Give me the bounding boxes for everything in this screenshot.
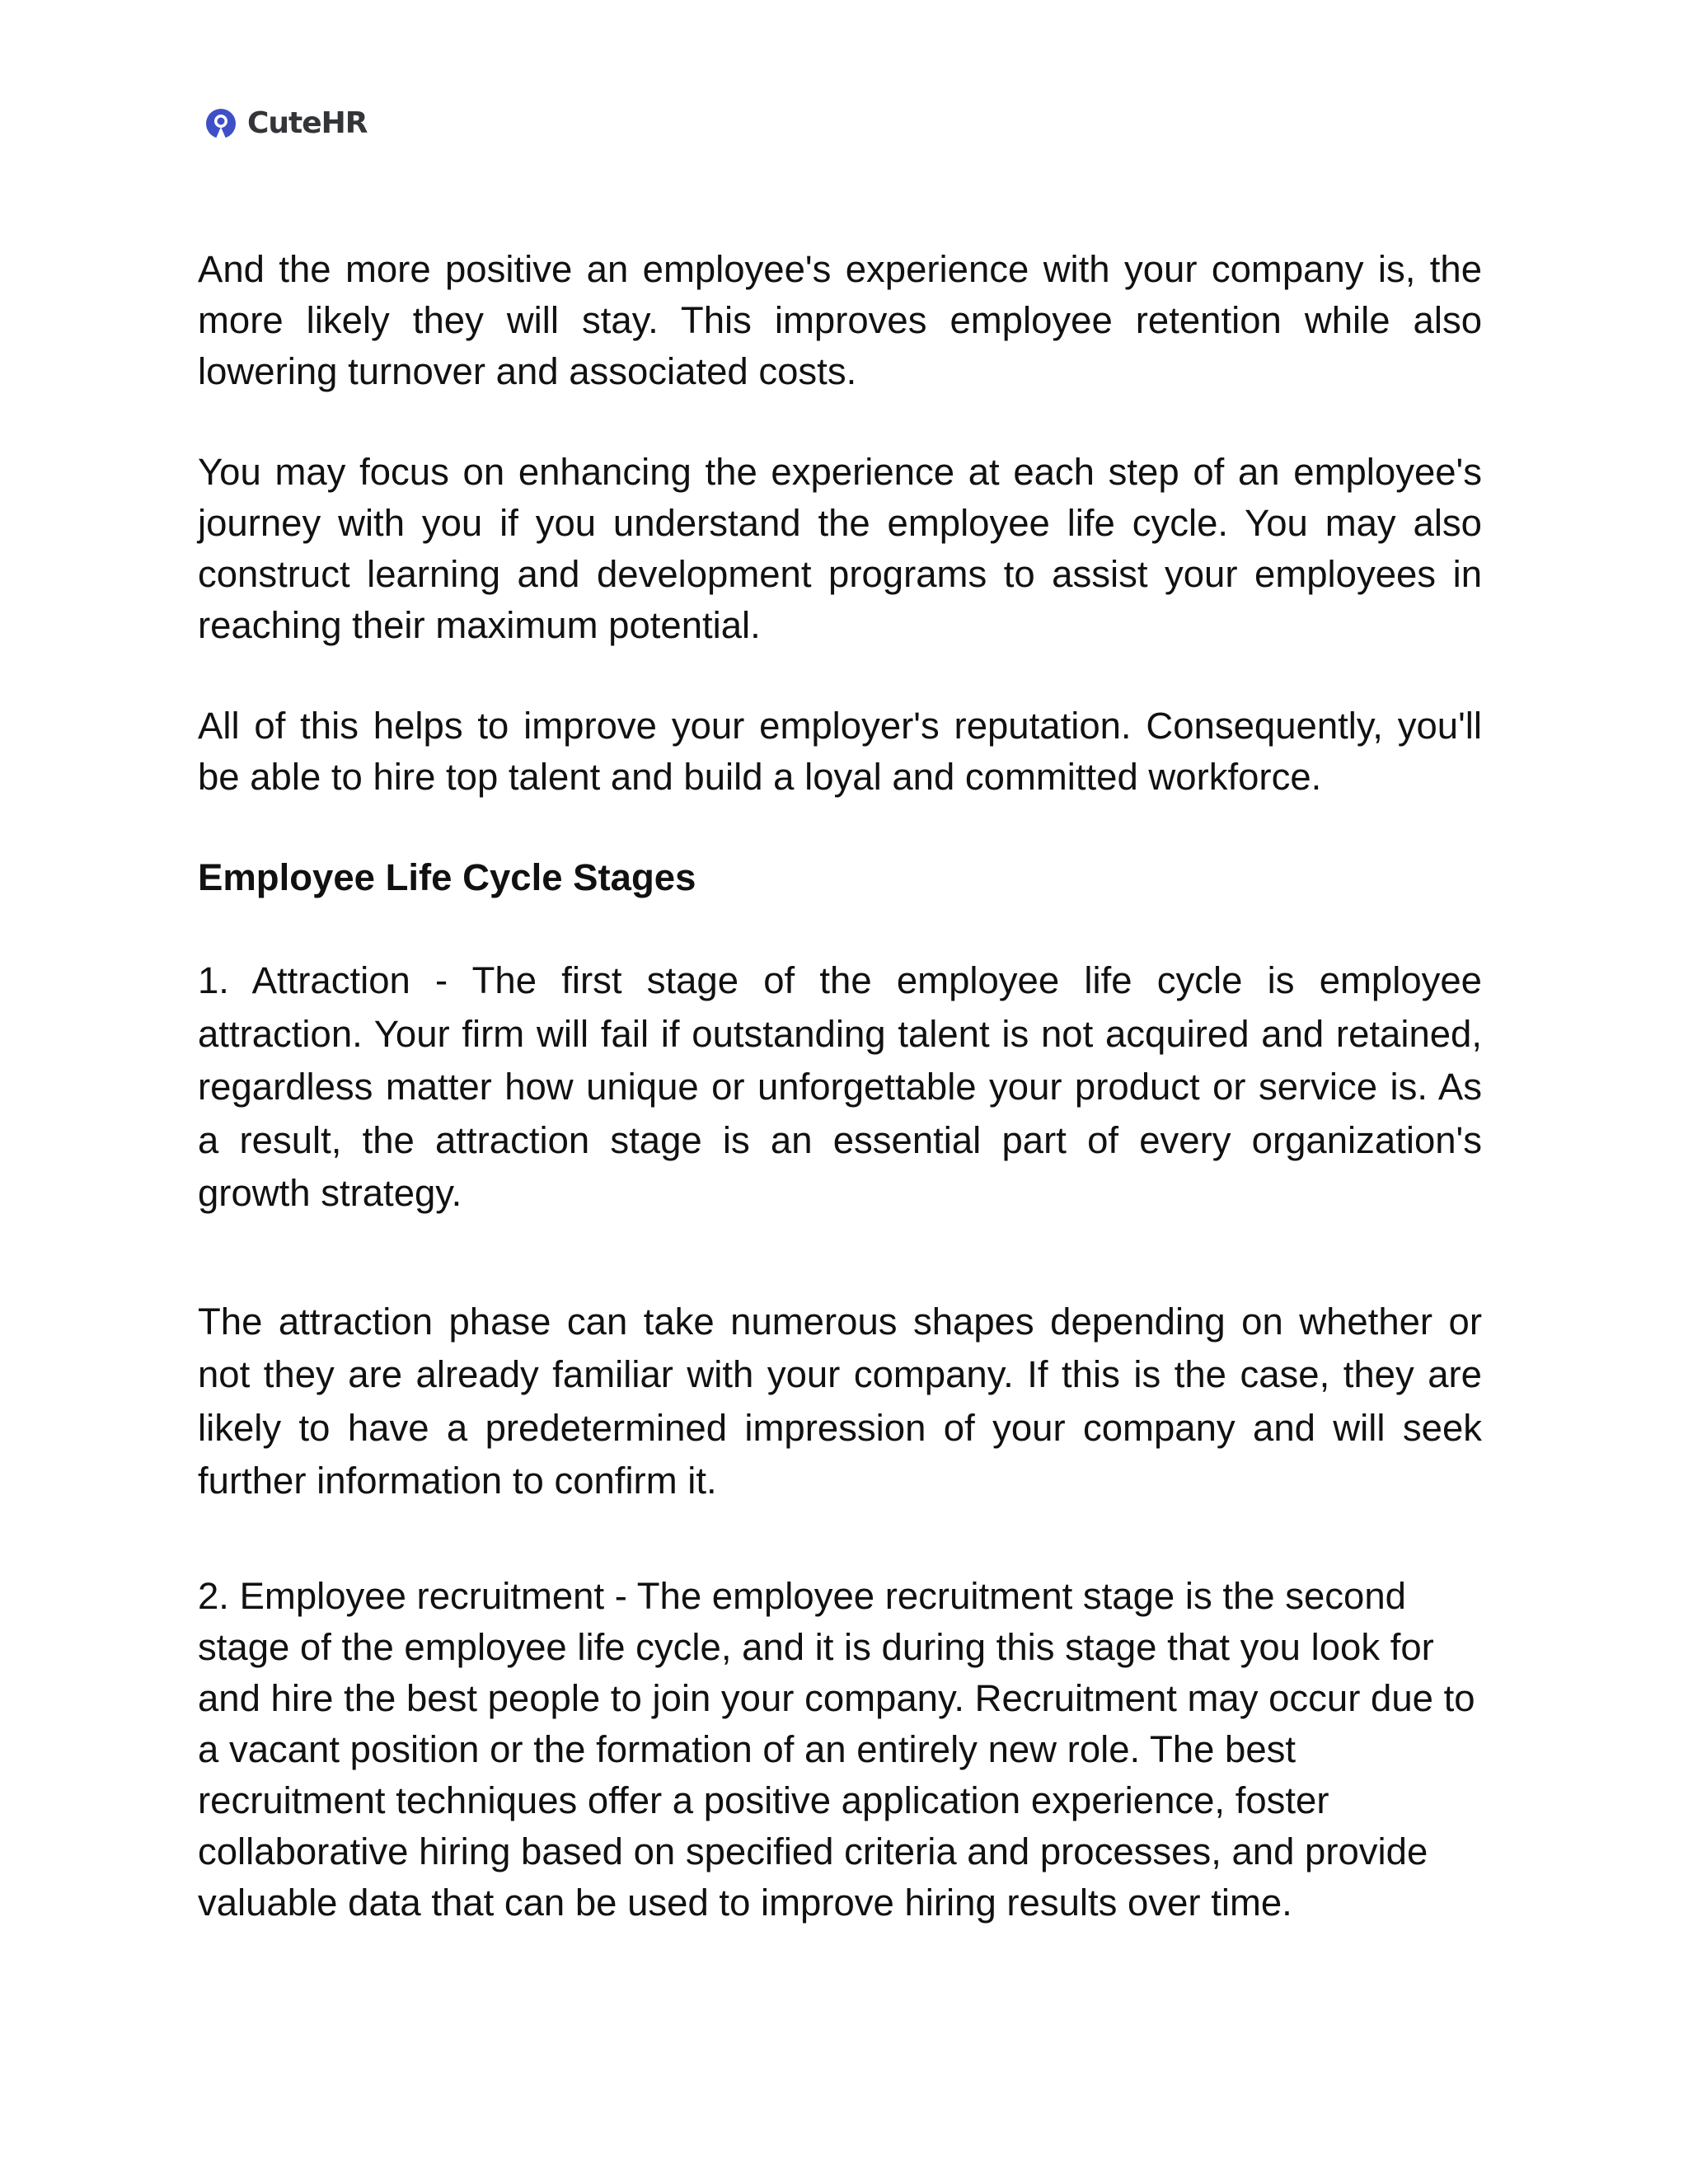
paragraph-retention: And the more positive an employee's experience with your company is, the more likely they will stay. This improves employee retention while also lowering turnover and associated costs. [198,248,1482,392]
paragraph-reputation: All of this helps to improve your employer's reputation. Consequently, you'll be able to hire top talent and build a loyal and committed workforce. [198,705,1482,798]
paragraph-attraction-phase: The attraction phase can take numerous shapes depending on whether or not they are already familiar with your company. If this is the case, they are likely to have a predetermined impression of your company and will seek further information to confirm it. [198,1300,1482,1502]
cutehr-logo-icon [204,107,237,140]
paragraph-stage-recruitment: 2. Employee recruitment - The employee recruitment stage is the second stage of the employee life cycle, and it is during this stage that you look for and hire the best people to join your company. Recruitment may occur due to a vacant position or the formation of an entirely new role. The best recruitment techniques offer a positive application experience, foster collaborative hiring based on specified criteria and processes, and provide valuable data that can be used to improve hiring results over time. [198,1574,1475,1924]
paragraph-stage-attraction: 1. Attraction - The first stage of the employee life cycle is employee attraction. Your firm will fail if outstanding talent is not acquired and retained, regardless matter how unique or unforgettable your product or service is. As a result, the attraction stage is an essential part of every organization's growth strategy. [198,959,1482,1214]
brand-logo [204,105,368,142]
brand-name: CuteHR [247,106,368,140]
paragraph-life-cycle-focus: You may focus on enhancing the experience at each step of an employee's journey with you if you understand the employee life cycle. You may also construct learning and development programs to assist your employees in reaching their maximum potential. [198,451,1482,646]
section-heading: Employee Life Cycle Stages [198,856,696,898]
document-body [198,244,1482,1929]
